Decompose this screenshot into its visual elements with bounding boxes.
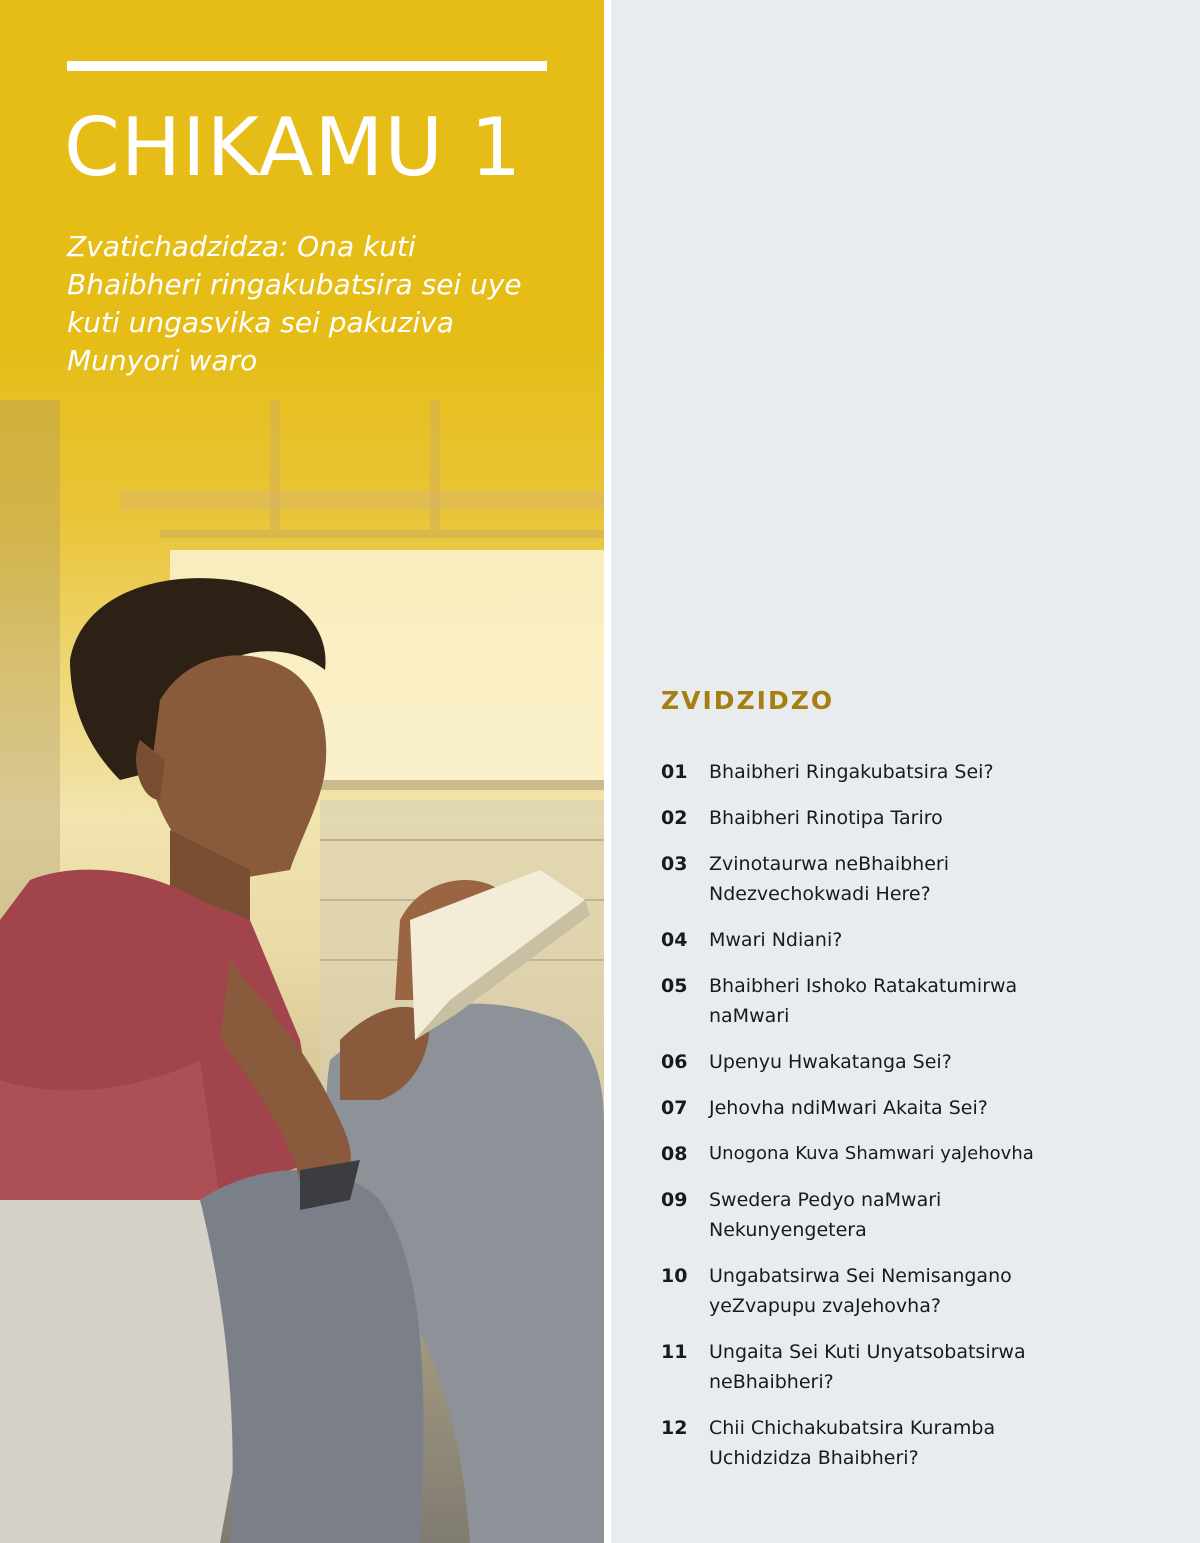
lesson-item[interactable]: [661, 971, 1141, 1031]
part-title: CHIKAMU 1: [64, 101, 523, 194]
lesson-item[interactable]: [661, 1185, 1141, 1245]
lesson-title[interactable]: Upenyu Hwakatanga Sei?: [709, 1051, 952, 1073]
lessons-list: [661, 757, 1141, 1489]
lesson-number: 09: [661, 1189, 688, 1211]
lesson-item[interactable]: [661, 1139, 1141, 1169]
lesson-number: 05: [661, 975, 688, 997]
lesson-number: 06: [661, 1051, 688, 1073]
lesson-title[interactable]: Swedera Pedyo naMwari Nekunyengetera: [709, 1189, 942, 1241]
panel-divider: [604, 0, 611, 1543]
lesson-item[interactable]: [661, 1047, 1141, 1077]
lesson-item[interactable]: [661, 1413, 1141, 1473]
lesson-item[interactable]: [661, 1337, 1141, 1397]
part-subtitle: Zvatichadzidza: Ona kuti Bhaibheri ringakubatsira sei uye kuti ungasvika sei pakuziva Munyori waro: [67, 230, 522, 377]
lesson-item[interactable]: [661, 1093, 1141, 1123]
lesson-number: 10: [661, 1265, 688, 1287]
lesson-title[interactable]: Bhaibheri Rinotipa Tariro: [709, 807, 943, 829]
lessons-heading: ZVIDZIDZO: [661, 686, 835, 715]
lesson-number: 04: [661, 929, 688, 951]
lesson-item[interactable]: [661, 849, 1141, 909]
lesson-title[interactable]: Zvinotaurwa neBhaibheri Ndezvechokwadi Here?: [709, 853, 949, 905]
lesson-number: 02: [661, 807, 688, 829]
lesson-title[interactable]: Bhaibheri Ishoko Ratakatumirwa naMwari: [709, 975, 1018, 1027]
lesson-item[interactable]: [661, 757, 1141, 787]
lesson-number: 08: [661, 1143, 688, 1165]
lesson-title[interactable]: Jehovha ndiMwari Akaita Sei?: [709, 1097, 988, 1119]
lesson-item[interactable]: [661, 803, 1141, 833]
lesson-number: 03: [661, 853, 688, 875]
reading-man-illustration: [0, 400, 604, 1543]
lesson-title[interactable]: Chii Chichakubatsira Kuramba Uchidzidza Bhaibheri?: [709, 1417, 996, 1469]
lesson-item[interactable]: [661, 1261, 1141, 1321]
lesson-number: 12: [661, 1417, 688, 1439]
title-rule: [67, 61, 547, 71]
lesson-item[interactable]: [661, 925, 1141, 955]
lesson-number: 01: [661, 761, 688, 783]
lesson-title[interactable]: Ungaita Sei Kuti Unyatsobatsirwa neBhaibheri?: [709, 1341, 1026, 1393]
lesson-title[interactable]: Bhaibheri Ringakubatsira Sei?: [709, 761, 994, 783]
lesson-title[interactable]: Ungabatsirwa Sei Nemisangano yeZvapupu zvaJehovha?: [709, 1265, 1012, 1317]
lesson-number: 11: [661, 1341, 688, 1363]
lesson-title[interactable]: Mwari Ndiani?: [709, 929, 843, 951]
lesson-number: 07: [661, 1097, 688, 1119]
lesson-title[interactable]: Unogona Kuva Shamwari yaJehovha: [709, 1143, 1034, 1164]
